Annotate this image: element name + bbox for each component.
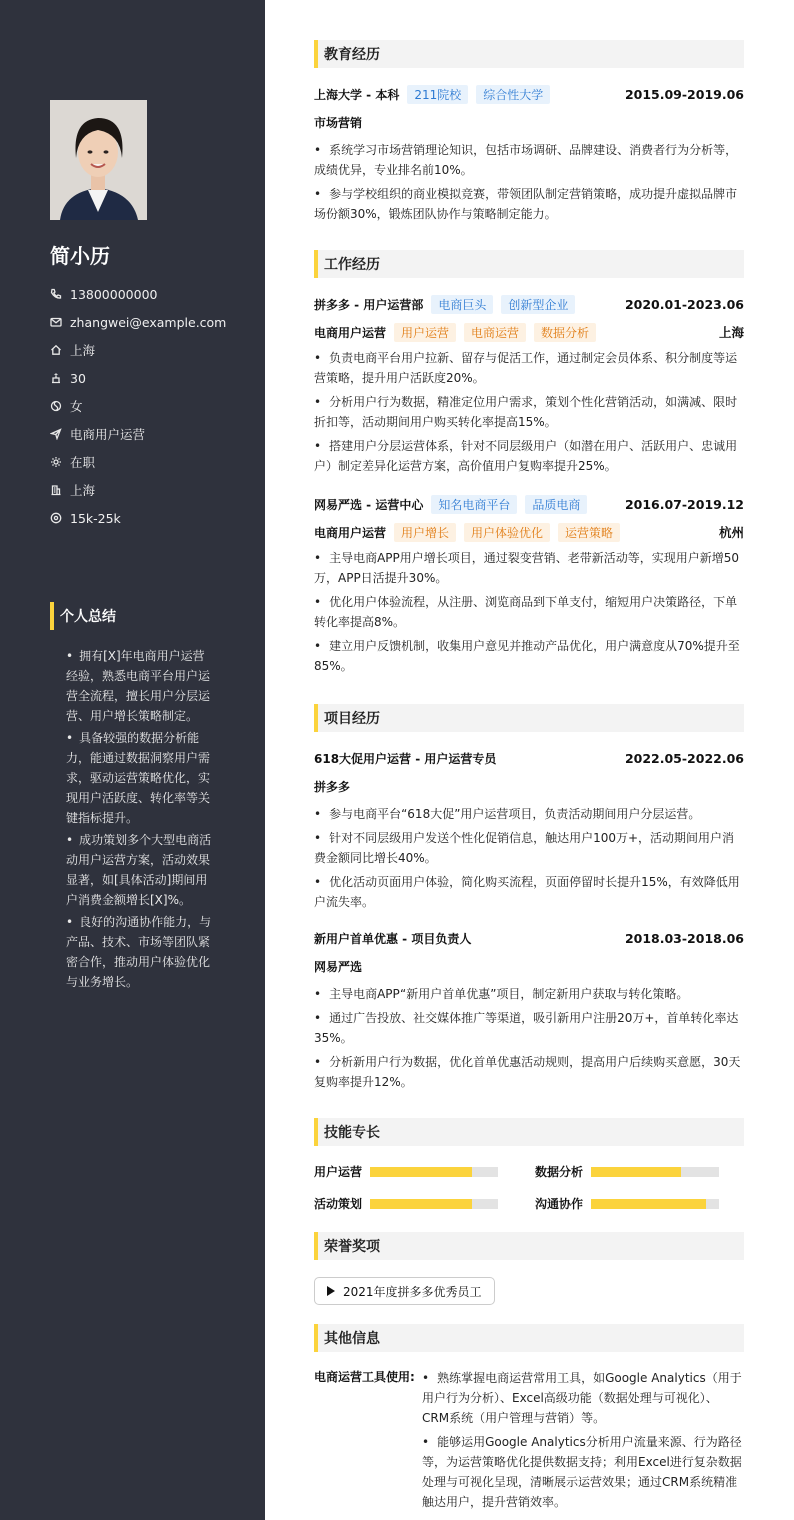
other-heading: 其他信息 [314,1324,744,1352]
portrait-image [50,100,147,220]
role-tag: 数据分析 [534,323,596,342]
education-bullets [314,140,744,228]
info-gender [50,392,226,420]
role-tag: 运营策略 [558,523,620,542]
project-bullets [314,804,744,916]
salary-text: 15k-25k [70,510,121,526]
projects-heading: 项目经历 [314,704,744,732]
project-bullet: • 参与电商平台“618大促”用户运营项目，负责活动期间用户分层运营。 [314,807,701,821]
role-tag: 电商运营 [464,323,526,342]
project-row [314,928,744,948]
education-date: 2015.09-2019.06 [624,86,744,102]
skill-bar [370,1199,498,1209]
job-city: 杭州 [718,525,744,540]
project-company: 网易严选 [314,959,363,974]
summary-item: • 良好的沟通协作能力，与产品、技术、市场等团队紧密合作，推动用户体验优化与业务增长。 [66,915,212,989]
summary-item: • 成功策划多个大型电商活动用户运营方案，活动效果显著，如[具体活动]期间用户消费金额增长[X]%。 [66,833,212,907]
location-text: 上海 [70,343,96,358]
skill-bar [370,1167,498,1177]
info-job [50,420,226,448]
job-bullet: • 优化用户体验流程，从注册、浏览商品到下单支付，缩短用户决策路径，下单转化率提高8%。 [314,595,738,629]
award-text: 2021年度拼多多优秀员工 [343,1284,482,1299]
skill-bar-fill [591,1199,706,1209]
email-text: zhangwei@example.com [70,314,227,330]
phone-text: 13800000000 [70,286,158,302]
sidebar [0,0,265,1520]
project-company-row [314,956,744,976]
job-bullets [314,348,744,480]
job-bullet: • 负责电商平台用户拉新、留存与促活工作，通过制定会员体系、积分制度等运营策略，提升用户活跃度20%。 [314,351,738,385]
info-location [50,336,226,364]
job-company-row [314,494,744,514]
project-row [314,748,744,768]
major-name: 市场营销 [314,115,363,130]
job-bullet: • 分析用户行为数据，精准定位用户需求，策划个性化营销活动，如满减、限时折扣等，活动期间用户购买转化率提高15%。 [314,395,738,429]
project-date: 2018.03-2018.06 [624,930,744,946]
gender-text: 女 [70,399,83,414]
candidate-name: 简小历 [50,244,110,268]
skill-bar-fill [370,1167,472,1177]
info-age [50,364,226,392]
target-city-text: 上海 [70,483,96,498]
company-tag: 电商巨头 [431,295,493,314]
project-bullet: • 主导电商APP“新用户首单优惠”项目，制定新用户获取与转化策略。 [314,987,689,1001]
job-company-row [314,294,744,314]
project-bullets [314,984,744,1096]
company-name: 网易严选 - 运营中心 [314,497,424,512]
summary-item: • 拥有[X]年电商用户运营经验，熟悉电商平台用户运营全流程，擅长用户分层运营、用户增长策略制定。 [66,649,211,723]
major-row [314,112,744,132]
summary-item: • 具备较强的数据分析能力，能通过数据洞察用户需求，驱动运营策略优化，实现用户活跃度、转化率等关键指标提升。 [66,731,211,825]
skill-label: 数据分析 [535,1165,584,1179]
education-bullet: • 参与学校组织的商业模拟竞赛，带领团队制定营销策略，成功提升虚拟品牌市场份额30%，锻炼团队协作与策略制定能力。 [314,187,738,221]
gender-icon [50,400,62,412]
info-status [50,448,226,476]
profile-photo [50,100,147,220]
education-heading: 教育经历 [314,40,744,68]
company-tag: 品质电商 [525,495,587,514]
education-row [314,84,744,104]
project-bullet: • 优化活动页面用户体验，简化购买流程，页面停留时长提升15%，有效降低用户流失率。 [314,875,740,909]
role-tag: 用户体验优化 [464,523,550,542]
skill-bar [591,1199,719,1209]
company-tag: 创新型企业 [501,295,575,314]
job-bullet: • 建立用户反馈机制，收集用户意见并推动产品优化，用户满意度从70%提升至85%。 [314,639,740,673]
project-bullet: • 针对不同层级用户发送个性化促销信息，触达用户100万+，活动期间用户消费金额同比增长40%。 [314,831,735,865]
awards-heading: 荣誉奖项 [314,1232,744,1260]
job-role-row [314,522,744,542]
project-company-row [314,776,744,796]
skill-bar-fill [370,1199,472,1209]
role-name: 电商用户运营 [314,525,387,540]
job-text: 电商用户运营 [70,427,146,442]
other-label: 电商运营工具使用: [314,1370,415,1384]
company-name: 拼多多 - 用户运营部 [314,297,424,312]
contact-info-list [50,280,226,532]
summary-heading: 个人总结 [50,602,116,630]
company-tag: 知名电商平台 [431,495,517,514]
skills-heading: 技能专长 [314,1118,744,1146]
info-email [50,308,226,336]
work-heading: 工作经历 [314,250,744,278]
project-company: 拼多多 [314,779,351,794]
project-bullet: • 分析新用户行为数据，优化首单优惠活动规则，提高用户后续购买意愿，30天复购率提升12%。 [314,1055,741,1089]
skill-bar [591,1167,719,1177]
project-name: 618大促用户运营 - 用户运营专员 [314,751,497,766]
school-name: 上海大学 - 本科 [314,87,400,102]
status-icon [50,456,62,468]
role-tag: 用户增长 [394,523,456,542]
job-icon [50,428,62,440]
mail-icon [50,316,62,328]
skill-bar-fill [591,1167,681,1177]
summary-list [66,646,214,994]
education-bullet: • 系统学习市场营销理论知识，包括市场调研、品牌建设、消费者行为分析等，成绩优异，专业排名前10%。 [314,143,738,177]
phone-icon [50,288,62,300]
info-phone [50,280,226,308]
other-bullets [422,1368,744,1516]
project-date: 2022.05-2022.06 [624,750,744,766]
job-bullets [314,548,744,680]
play-icon [327,1286,335,1296]
job-role-row [314,322,744,342]
info-salary [50,504,226,532]
status-text: 在职 [70,455,96,470]
skill-label: 沟通协作 [535,1197,584,1211]
job-bullet: • 主导电商APP用户增长项目，通过裂变营销、老带新活动等，实现用户新增50万，APP日活提升30%。 [314,551,740,585]
school-tag: 综合性大学 [476,85,550,104]
skill-label: 活动策划 [314,1197,363,1211]
other-bullet: • 熟练掌握电商运营常用工具，如Google Analytics（用于用户行为分析）、Excel高级功能（数据处理与可视化）、CRM系统（用户管理与营销）等。 [422,1371,742,1425]
job-date: 2020.01-2023.06 [624,296,744,312]
project-bullet: • 通过广告投放、社交媒体推广等渠道，吸引新用户注册20万+，首单转化率达35%。 [314,1011,739,1045]
award-item[interactable] [314,1277,495,1305]
skill-label: 用户运营 [314,1165,363,1179]
role-name: 电商用户运营 [314,325,387,340]
info-target-city [50,476,226,504]
salary-icon [50,512,62,524]
project-name: 新用户首单优惠 - 项目负责人 [314,931,472,946]
job-date: 2016.07-2019.12 [624,496,744,512]
role-tag: 用户运营 [394,323,456,342]
city-icon [50,484,62,496]
other-bullet: • 能够运用Google Analytics分析用户流量来源、行为路径等，为运营策略优化提供数据支持；利用Excel进行复杂数据处理与可视化呈现，清晰展示运营效果；通过CRM系统精准触达用户，提升营销效率。 [422,1435,742,1509]
job-bullet: • 搭建用户分层运营体系，针对不同层级用户（如潜在用户、活跃用户、忠诚用户）制定差异化运营方案，高价值用户复购率提升25%。 [314,439,738,473]
age-text: 30 [70,370,86,386]
job-city: 上海 [718,325,744,340]
age-icon [50,372,62,384]
school-tag: 211院校 [407,85,468,104]
home-icon [50,344,62,356]
